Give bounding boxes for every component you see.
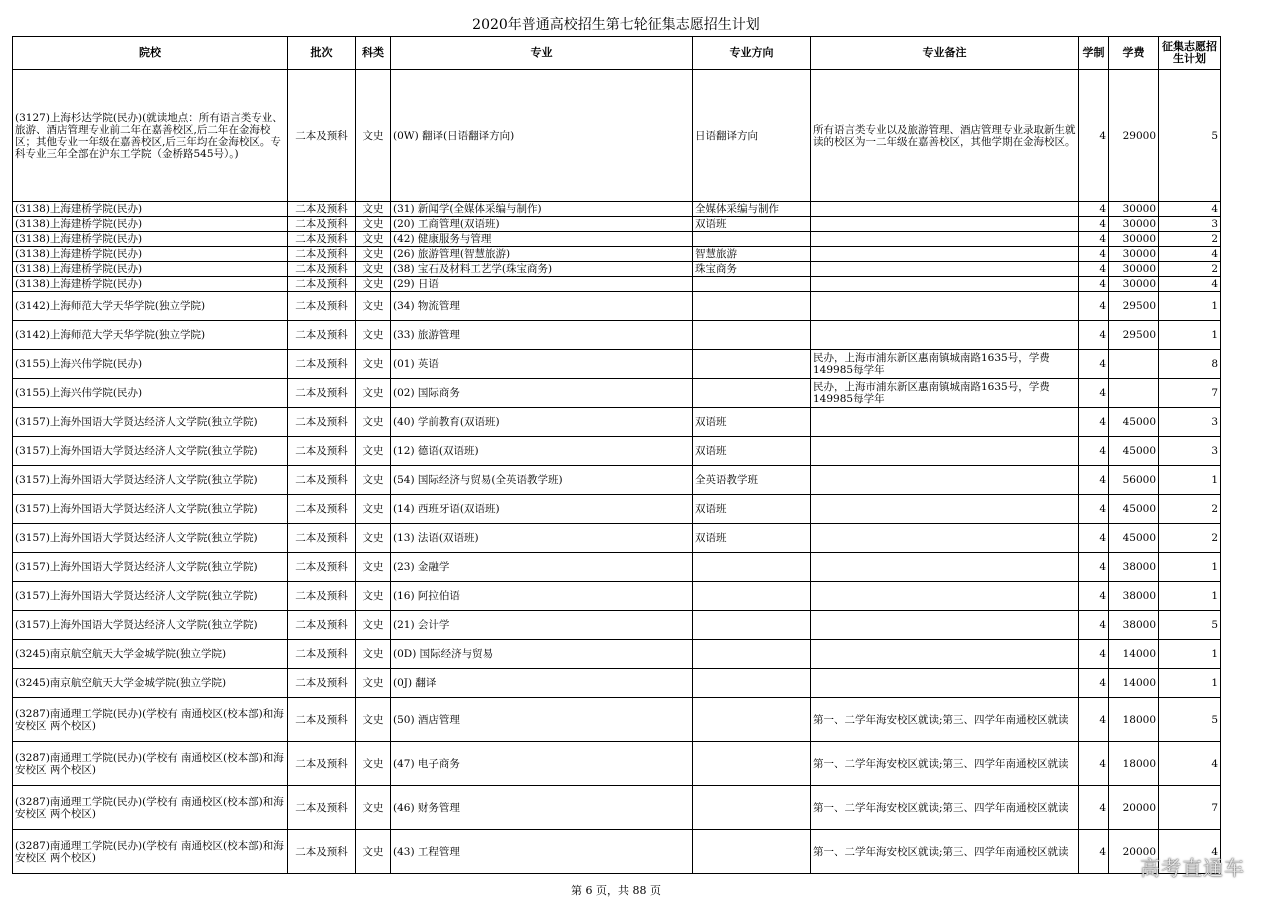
cell-category: 文史	[356, 698, 391, 742]
cell-plan: 8	[1159, 350, 1221, 379]
cell-fee: 45000	[1109, 495, 1159, 524]
cell-category: 文史	[356, 262, 391, 277]
cell-plan: 1	[1159, 640, 1221, 669]
table-row	[13, 437, 1221, 466]
cell-years: 4	[1079, 698, 1109, 742]
cell-fee: 18000	[1109, 742, 1159, 786]
cell-fee: 45000	[1109, 524, 1159, 553]
cell-batch: 二本及预科	[288, 830, 356, 874]
cell-years: 4	[1079, 379, 1109, 408]
table-row	[13, 232, 1221, 247]
cell-school: (3287)南通理工学院(民办)(学校有 南通校区(校本部)和海安校区 两个校区)	[13, 786, 288, 830]
table-row	[13, 495, 1221, 524]
cell-school: (3155)上海兴伟学院(民办)	[13, 379, 288, 408]
table-row	[13, 350, 1221, 379]
cell-remark: 第一、二学年海安校区就读;第三、四学年南通校区就读	[811, 742, 1079, 786]
cell-batch: 二本及预科	[288, 262, 356, 277]
cell-remark: 所有语言类专业以及旅游管理、酒店管理专业录取新生就读的校区为一二年级在嘉善校区，其他学期在金海校区。	[811, 70, 1079, 202]
cell-remark	[811, 466, 1079, 495]
cell-fee: 38000	[1109, 582, 1159, 611]
cell-school: (3157)上海外国语大学贤达经济人文学院(独立学院)	[13, 437, 288, 466]
cell-school: (3245)南京航空航天大学金城学院(独立学院)	[13, 640, 288, 669]
cell-fee: 30000	[1109, 247, 1159, 262]
cell-years: 4	[1079, 786, 1109, 830]
cell-direction: 双语班	[693, 495, 811, 524]
table-row	[13, 466, 1221, 495]
cell-major: (31) 新闻学(全媒体采编与制作)	[391, 202, 693, 217]
admission-plan-table	[12, 36, 1221, 874]
table-row	[13, 202, 1221, 217]
cell-school: (3138)上海建桥学院(民办)	[13, 277, 288, 292]
header-remark: 专业备注	[811, 37, 1079, 70]
cell-years: 4	[1079, 830, 1109, 874]
cell-years: 4	[1079, 742, 1109, 786]
cell-category: 文史	[356, 524, 391, 553]
table-row	[13, 321, 1221, 350]
cell-years: 4	[1079, 495, 1109, 524]
cell-direction	[693, 830, 811, 874]
cell-remark	[811, 217, 1079, 232]
cell-school: (3138)上海建桥学院(民办)	[13, 202, 288, 217]
header-fee: 学费	[1109, 37, 1159, 70]
cell-direction	[693, 232, 811, 247]
cell-remark	[811, 292, 1079, 321]
cell-direction: 全英语教学班	[693, 466, 811, 495]
cell-category: 文史	[356, 70, 391, 202]
cell-years: 4	[1079, 70, 1109, 202]
cell-major: (21) 会计学	[391, 611, 693, 640]
cell-remark	[811, 524, 1079, 553]
cell-category: 文史	[356, 437, 391, 466]
table-row	[13, 786, 1221, 830]
cell-batch: 二本及预科	[288, 292, 356, 321]
cell-direction: 智慧旅游	[693, 247, 811, 262]
cell-plan: 4	[1159, 830, 1221, 874]
cell-batch: 二本及预科	[288, 437, 356, 466]
cell-years: 4	[1079, 437, 1109, 466]
cell-years: 4	[1079, 611, 1109, 640]
cell-school: (3138)上海建桥学院(民办)	[13, 232, 288, 247]
cell-plan: 1	[1159, 321, 1221, 350]
cell-years: 4	[1079, 217, 1109, 232]
cell-plan: 5	[1159, 698, 1221, 742]
header-row	[13, 37, 1221, 70]
cell-batch: 二本及预科	[288, 742, 356, 786]
cell-remark	[811, 495, 1079, 524]
cell-plan: 3	[1159, 408, 1221, 437]
cell-school: (3157)上海外国语大学贤达经济人文学院(独立学院)	[13, 611, 288, 640]
cell-fee: 29500	[1109, 321, 1159, 350]
header-years: 学制	[1079, 37, 1109, 70]
cell-plan: 7	[1159, 379, 1221, 408]
cell-plan: 1	[1159, 582, 1221, 611]
cell-batch: 二本及预科	[288, 466, 356, 495]
cell-years: 4	[1079, 553, 1109, 582]
cell-remark	[811, 553, 1079, 582]
table-row	[13, 70, 1221, 202]
cell-fee: 30000	[1109, 277, 1159, 292]
cell-school: (3142)上海师范大学天华学院(独立学院)	[13, 321, 288, 350]
cell-direction: 日语翻译方向	[693, 70, 811, 202]
cell-remark	[811, 232, 1079, 247]
cell-fee: 29000	[1109, 70, 1159, 202]
cell-plan: 3	[1159, 437, 1221, 466]
header-school: 院校	[13, 37, 288, 70]
cell-fee: 18000	[1109, 698, 1159, 742]
cell-years: 4	[1079, 321, 1109, 350]
header-plan: 征集志愿招生计划	[1159, 37, 1221, 70]
cell-direction	[693, 669, 811, 698]
cell-category: 文史	[356, 582, 391, 611]
cell-plan: 2	[1159, 232, 1221, 247]
cell-remark: 第一、二学年海安校区就读;第三、四学年南通校区就读	[811, 698, 1079, 742]
cell-plan: 7	[1159, 786, 1221, 830]
cell-fee: 30000	[1109, 232, 1159, 247]
cell-direction	[693, 742, 811, 786]
table-row	[13, 698, 1221, 742]
cell-fee: 14000	[1109, 640, 1159, 669]
header-direction: 专业方向	[693, 37, 811, 70]
table-row	[13, 277, 1221, 292]
cell-direction: 双语班	[693, 524, 811, 553]
cell-remark	[811, 277, 1079, 292]
cell-category: 文史	[356, 495, 391, 524]
cell-plan: 1	[1159, 292, 1221, 321]
cell-plan: 2	[1159, 262, 1221, 277]
page-title: 2020年普通高校招生第七轮征集志愿招生计划	[472, 17, 760, 33]
watermark: 高考直通车	[1140, 856, 1245, 880]
table-row	[13, 640, 1221, 669]
cell-fee: 20000	[1109, 830, 1159, 874]
cell-fee: 30000	[1109, 217, 1159, 232]
cell-direction	[693, 277, 811, 292]
cell-direction	[693, 350, 811, 379]
cell-category: 文史	[356, 830, 391, 874]
cell-category: 文史	[356, 202, 391, 217]
cell-school: (3157)上海外国语大学贤达经济人文学院(独立学院)	[13, 466, 288, 495]
cell-category: 文史	[356, 247, 391, 262]
cell-direction	[693, 379, 811, 408]
cell-category: 文史	[356, 553, 391, 582]
cell-batch: 二本及预科	[288, 640, 356, 669]
cell-major: (40) 学前教育(双语班)	[391, 408, 693, 437]
table-row	[13, 247, 1221, 262]
cell-direction	[693, 611, 811, 640]
cell-batch: 二本及预科	[288, 582, 356, 611]
cell-direction: 全媒体采编与制作	[693, 202, 811, 217]
cell-major: (29) 日语	[391, 277, 693, 292]
cell-major: (54) 国际经济与贸易(全英语教学班)	[391, 466, 693, 495]
cell-years: 4	[1079, 524, 1109, 553]
cell-years: 4	[1079, 202, 1109, 217]
cell-batch: 二本及预科	[288, 408, 356, 437]
cell-major: (16) 阿拉伯语	[391, 582, 693, 611]
cell-school: (3157)上海外国语大学贤达经济人文学院(独立学院)	[13, 553, 288, 582]
cell-school: (3138)上海建桥学院(民办)	[13, 262, 288, 277]
cell-direction	[693, 292, 811, 321]
cell-direction	[693, 698, 811, 742]
table-row	[13, 582, 1221, 611]
cell-plan: 3	[1159, 217, 1221, 232]
cell-fee: 45000	[1109, 437, 1159, 466]
cell-batch: 二本及预科	[288, 202, 356, 217]
table-row	[13, 611, 1221, 640]
cell-years: 4	[1079, 277, 1109, 292]
cell-category: 文史	[356, 742, 391, 786]
cell-plan: 1	[1159, 553, 1221, 582]
cell-category: 文史	[356, 640, 391, 669]
cell-remark	[811, 669, 1079, 698]
cell-remark	[811, 437, 1079, 466]
cell-years: 4	[1079, 640, 1109, 669]
cell-years: 4	[1079, 466, 1109, 495]
cell-category: 文史	[356, 350, 391, 379]
cell-remark	[811, 262, 1079, 277]
cell-fee: 30000	[1109, 202, 1159, 217]
cell-major: (46) 财务管理	[391, 786, 693, 830]
cell-school: (3287)南通理工学院(民办)(学校有 南通校区(校本部)和海安校区 两个校区)	[13, 698, 288, 742]
header-batch: 批次	[288, 37, 356, 70]
cell-category: 文史	[356, 292, 391, 321]
table-row	[13, 292, 1221, 321]
cell-major: (50) 酒店管理	[391, 698, 693, 742]
cell-major: (13) 法语(双语班)	[391, 524, 693, 553]
cell-fee	[1109, 379, 1159, 408]
table-row	[13, 830, 1221, 874]
cell-plan: 4	[1159, 247, 1221, 262]
cell-direction: 珠宝商务	[693, 262, 811, 277]
table-row	[13, 217, 1221, 232]
cell-plan: 5	[1159, 611, 1221, 640]
cell-batch: 二本及预科	[288, 70, 356, 202]
cell-remark	[811, 640, 1079, 669]
cell-years: 4	[1079, 247, 1109, 262]
cell-major: (0D) 国际经济与贸易	[391, 640, 693, 669]
cell-fee: 30000	[1109, 262, 1159, 277]
cell-direction: 双语班	[693, 408, 811, 437]
cell-fee: 56000	[1109, 466, 1159, 495]
cell-remark	[811, 202, 1079, 217]
cell-fee: 20000	[1109, 786, 1159, 830]
cell-batch: 二本及预科	[288, 247, 356, 262]
cell-fee: 38000	[1109, 611, 1159, 640]
cell-school: (3157)上海外国语大学贤达经济人文学院(独立学院)	[13, 408, 288, 437]
table-row	[13, 553, 1221, 582]
cell-school: (3142)上海师范大学天华学院(独立学院)	[13, 292, 288, 321]
table-row	[13, 669, 1221, 698]
cell-batch: 二本及预科	[288, 350, 356, 379]
cell-years: 4	[1079, 262, 1109, 277]
cell-remark	[811, 247, 1079, 262]
cell-school: (3287)南通理工学院(民办)(学校有 南通校区(校本部)和海安校区 两个校区)	[13, 742, 288, 786]
cell-batch: 二本及预科	[288, 232, 356, 247]
cell-remark: 民办，上海市浦东新区惠南镇城南路1635号，学费149985每学年	[811, 350, 1079, 379]
cell-category: 文史	[356, 466, 391, 495]
cell-school: (3157)上海外国语大学贤达经济人文学院(独立学院)	[13, 495, 288, 524]
cell-remark	[811, 611, 1079, 640]
cell-fee: 45000	[1109, 408, 1159, 437]
table-row	[13, 524, 1221, 553]
cell-school: (3138)上海建桥学院(民办)	[13, 247, 288, 262]
cell-fee: 38000	[1109, 553, 1159, 582]
cell-school: (3138)上海建桥学院(民办)	[13, 217, 288, 232]
cell-direction	[693, 786, 811, 830]
cell-direction	[693, 640, 811, 669]
table-row	[13, 379, 1221, 408]
cell-plan: 4	[1159, 277, 1221, 292]
table-row	[13, 742, 1221, 786]
cell-remark: 民办，上海市浦东新区惠南镇城南路1635号，学费149985每学年	[811, 379, 1079, 408]
cell-category: 文史	[356, 321, 391, 350]
cell-plan: 5	[1159, 70, 1221, 202]
cell-fee: 14000	[1109, 669, 1159, 698]
cell-batch: 二本及预科	[288, 321, 356, 350]
cell-major: (02) 国际商务	[391, 379, 693, 408]
cell-batch: 二本及预科	[288, 495, 356, 524]
cell-major: (34) 物流管理	[391, 292, 693, 321]
cell-years: 4	[1079, 408, 1109, 437]
cell-major: (20) 工商管理(双语班)	[391, 217, 693, 232]
cell-school: (3245)南京航空航天大学金城学院(独立学院)	[13, 669, 288, 698]
cell-major: (43) 工程管理	[391, 830, 693, 874]
cell-remark	[811, 582, 1079, 611]
cell-fee: 29500	[1109, 292, 1159, 321]
cell-category: 文史	[356, 277, 391, 292]
cell-batch: 二本及预科	[288, 698, 356, 742]
cell-category: 文史	[356, 786, 391, 830]
cell-years: 4	[1079, 582, 1109, 611]
header-category: 科类	[356, 37, 391, 70]
cell-direction	[693, 582, 811, 611]
cell-batch: 二本及预科	[288, 669, 356, 698]
cell-major: (42) 健康服务与管理	[391, 232, 693, 247]
cell-plan: 4	[1159, 202, 1221, 217]
cell-plan: 2	[1159, 495, 1221, 524]
cell-major: (33) 旅游管理	[391, 321, 693, 350]
cell-batch: 二本及预科	[288, 524, 356, 553]
cell-school: (3157)上海外国语大学贤达经济人文学院(独立学院)	[13, 524, 288, 553]
cell-category: 文史	[356, 611, 391, 640]
cell-major: (23) 金融学	[391, 553, 693, 582]
cell-plan: 2	[1159, 524, 1221, 553]
cell-years: 4	[1079, 669, 1109, 698]
cell-major: (0W) 翻译(日语翻译方向)	[391, 70, 693, 202]
table-row	[13, 262, 1221, 277]
cell-remark: 第一、二学年海安校区就读;第三、四学年南通校区就读	[811, 786, 1079, 830]
cell-remark: 第一、二学年海安校区就读;第三、四学年南通校区就读	[811, 830, 1079, 874]
cell-direction: 双语班	[693, 437, 811, 466]
cell-remark	[811, 321, 1079, 350]
cell-plan: 4	[1159, 742, 1221, 786]
cell-major: (12) 德语(双语班)	[391, 437, 693, 466]
cell-major: (01) 英语	[391, 350, 693, 379]
cell-major: (47) 电子商务	[391, 742, 693, 786]
cell-school: (3287)南通理工学院(民办)(学校有 南通校区(校本部)和海安校区 两个校区)	[13, 830, 288, 874]
table-row	[13, 408, 1221, 437]
cell-category: 文史	[356, 379, 391, 408]
cell-category: 文史	[356, 408, 391, 437]
cell-batch: 二本及预科	[288, 217, 356, 232]
cell-category: 文史	[356, 669, 391, 698]
cell-major: (0J) 翻译	[391, 669, 693, 698]
cell-school: (3157)上海外国语大学贤达经济人文学院(独立学院)	[13, 582, 288, 611]
cell-major: (14) 西班牙语(双语班)	[391, 495, 693, 524]
cell-plan: 1	[1159, 669, 1221, 698]
cell-batch: 二本及预科	[288, 379, 356, 408]
cell-batch: 二本及预科	[288, 611, 356, 640]
cell-direction	[693, 321, 811, 350]
header-major: 专业	[391, 37, 693, 70]
cell-school: (3127)上海杉达学院(民办)(就读地点：所有语言类专业、旅游、酒店管理专业前二年在嘉善校区,后二年在金海校区；其他专业一年级在嘉善校区,后三年均在金海校区。专科专业三年全部在沪东工学院（金桥路545号）。)	[13, 70, 288, 202]
cell-category: 文史	[356, 232, 391, 247]
cell-years: 4	[1079, 292, 1109, 321]
cell-major: (26) 旅游管理(智慧旅游)	[391, 247, 693, 262]
cell-batch: 二本及预科	[288, 786, 356, 830]
cell-major: (38) 宝石及材料工艺学(珠宝商务)	[391, 262, 693, 277]
cell-remark	[811, 408, 1079, 437]
cell-category: 文史	[356, 217, 391, 232]
cell-plan: 1	[1159, 466, 1221, 495]
cell-years: 4	[1079, 350, 1109, 379]
cell-direction: 双语班	[693, 217, 811, 232]
page-footer: 第 6 页，共 88 页	[571, 884, 661, 897]
cell-direction	[693, 553, 811, 582]
cell-batch: 二本及预科	[288, 277, 356, 292]
cell-fee	[1109, 350, 1159, 379]
cell-school: (3155)上海兴伟学院(民办)	[13, 350, 288, 379]
cell-years: 4	[1079, 232, 1109, 247]
cell-batch: 二本及预科	[288, 553, 356, 582]
